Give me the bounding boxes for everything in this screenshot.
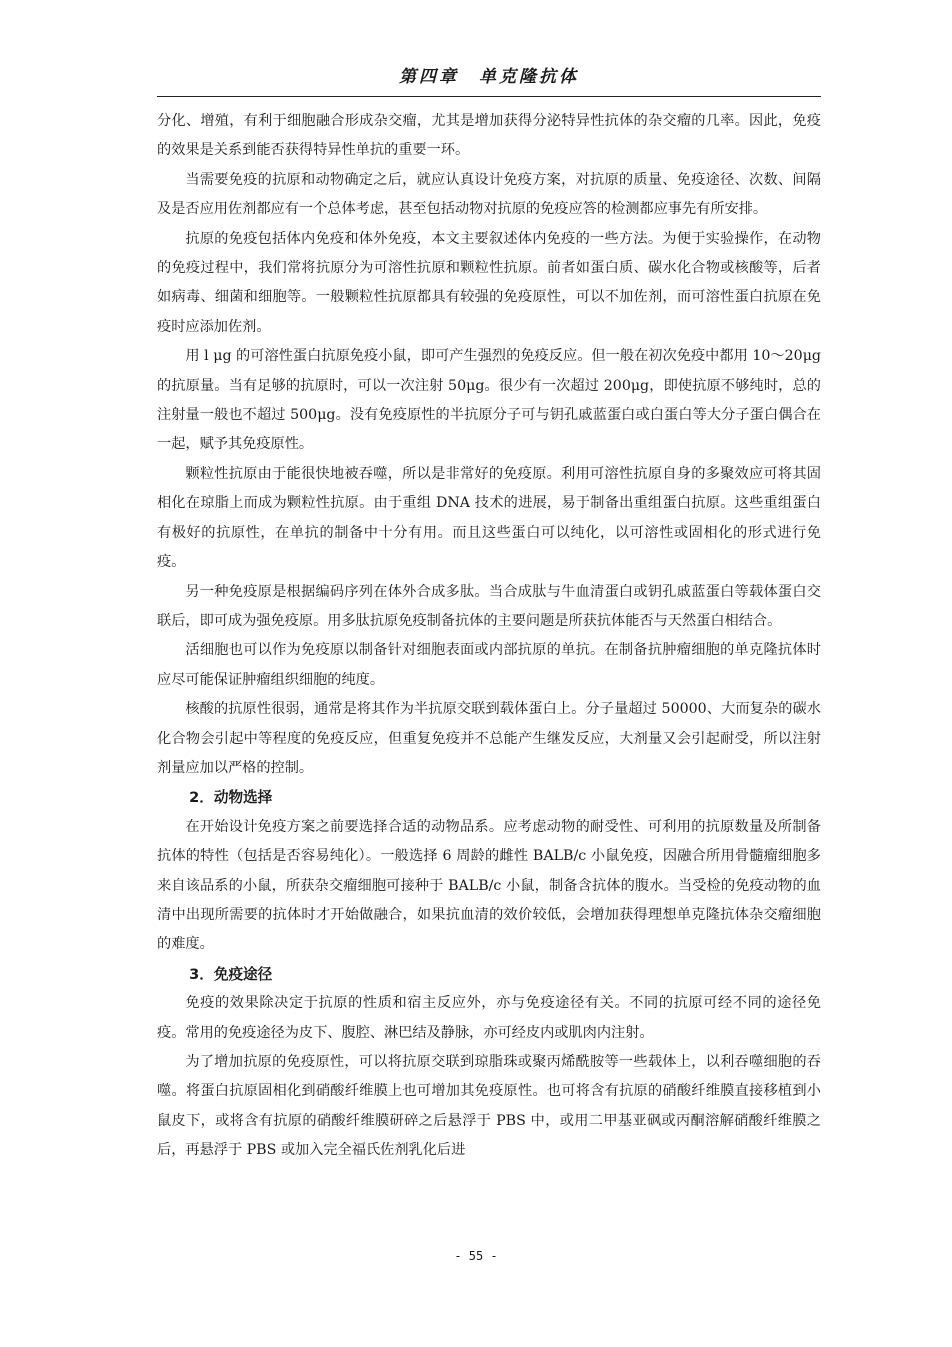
page-number: - 55 -: [454, 1249, 498, 1263]
page: [157, 62, 821, 1166]
paragraph: 用 l μg 的可溶性蛋白抗原免疫小鼠，即可产生强烈的免疫反应。但一般在初次免疫中都用 10～20μg 的抗原量。当有足够的抗原时，可以一次注射 50μg。很少有一次超过 200μg，即使抗原不够纯时，总的注射量一般也不超过 500μg。没有免疫原性的半抗原分子可与钥孔戚蓝蛋白或白蛋白等大分子蛋白偶合在一起，赋予其免疫原性。: [157, 348, 821, 453]
header-rule: [157, 96, 821, 97]
paragraph: 分化、增殖，有利于细胞融合形成杂交瘤，尤其是增加获得分泌特异性抗体的杂交瘤的几率。因此，免疫的效果是关系到能否获得特异性单抗的重要一环。: [157, 113, 821, 159]
paragraph: 活细胞也可以作为免疫原以制备针对细胞表面或内部抗原的单抗。在制备抗肿瘤细胞的单克隆抗体时应尽可能保证肿瘤组织细胞的纯度。: [157, 642, 821, 688]
paragraph: 当需要免疫的抗原和动物确定之后，就应认真设计免疫方案，对抗原的质量、免疫途径、次数、间隔及是否应用佐剂都应有一个总体考虑，甚至包括动物对抗原的免疫应答的检测都应事先有所安排。: [157, 171, 821, 218]
paragraph: 在开始设计免疫方案之前要选择合适的动物品系。应考虑动物的耐受性、可利用的抗原数量及所制备抗体的特性（包括是否容易纯化）。一般选择 6 周龄的雌性 BALB/c 小鼠免疫，因融合所用骨髓瘤细胞多来自该品系的小鼠，所获杂交瘤细胞可接种于 BALB/c 小鼠，制备含抗体的腹水。当受检的免疫动物的血清中出现所需要的抗体时才开始做融合，如果抗血清的效价较低，会增加获得理想单克隆抗体杂交瘤细胞的难度。: [157, 818, 821, 953]
section-heading-animal-selection: 2．动物选择: [189, 789, 273, 807]
paragraph: 核酸的抗原性很弱，通常是将其作为半抗原交联到载体蛋白上。分子量超过 50000、大而复杂的碳水化合物会引起中等程度的免疫反应，但重复免疫并不总能产生继发反应，大剂量又会引起耐受，所以注射剂量应加以严格的控制。: [157, 701, 821, 776]
paragraph: 为了增加抗原的免疫原性，可以将抗原交联到琼脂珠或聚丙烯酰胺等一些载体上，以利吞噬细胞的吞噬。将蛋白抗原固相化到硝酸纤维膜上也可增加其免疫原性。也可将含有抗原的硝酸纤维膜直接移植到小鼠皮下，或将含有抗原的硝酸纤维膜研碎之后悬浮于 PBS 中，或用二甲基亚砜或丙酮溶解硝酸纤维膜之后，再悬浮于 PBS 或加入完全福氏佐剂乳化后进: [157, 1054, 821, 1159]
paragraph: 抗原的免疫包括体内免疫和体外免疫，本文主要叙述体内免疫的一些方法。为便于实验操作，在动物的免疫过程中，我们常将抗原分为可溶性抗原和颗粒性抗原。前者如蛋白质、碳水化合物或核酸等，后者如病毒、细菌和细胞等。一般颗粒性抗原都具有较强的免疫原性，可以不加佐剂，而可溶性蛋白抗原在免疫时应添加佐剂。: [157, 230, 821, 335]
body-text: [157, 107, 821, 1166]
running-header: 第四章 单克隆抗体: [399, 67, 579, 87]
paragraph: 颗粒性抗原由于能很快地被吞噬，所以是非常好的免疫原。利用可溶性抗原自身的多聚效应可将其固相化在琼脂上而成为颗粒性抗原。由于重组 DNA 技术的进展，易于制备出重组蛋白抗原。这些重组蛋白有极好的抗原性，在单抗的制备中十分有用。而且这些蛋白可以纯化，以可溶性或固相化的形式进行免疫。: [157, 465, 821, 571]
paragraph: 免疫的效果除决定于抗原的性质和宿主反应外，亦与免疫途径有关。不同的抗原可经不同的途径免疫。常用的免疫途径为皮下、腹腔、淋巴结及静脉，亦可经皮内或肌肉内注射。: [157, 995, 821, 1041]
section-heading-immunization-route: 3．免疫途径: [189, 965, 273, 983]
paragraph: 另一种免疫原是根据编码序列在体外合成多肽。当合成肽与牛血清蛋白或钥孔戚蓝蛋白等载体蛋白交联后，即可成为强免疫原。用多肽抗原免疫制备抗体的主要问题是所获抗体能否与天然蛋白相结合。: [157, 583, 821, 629]
